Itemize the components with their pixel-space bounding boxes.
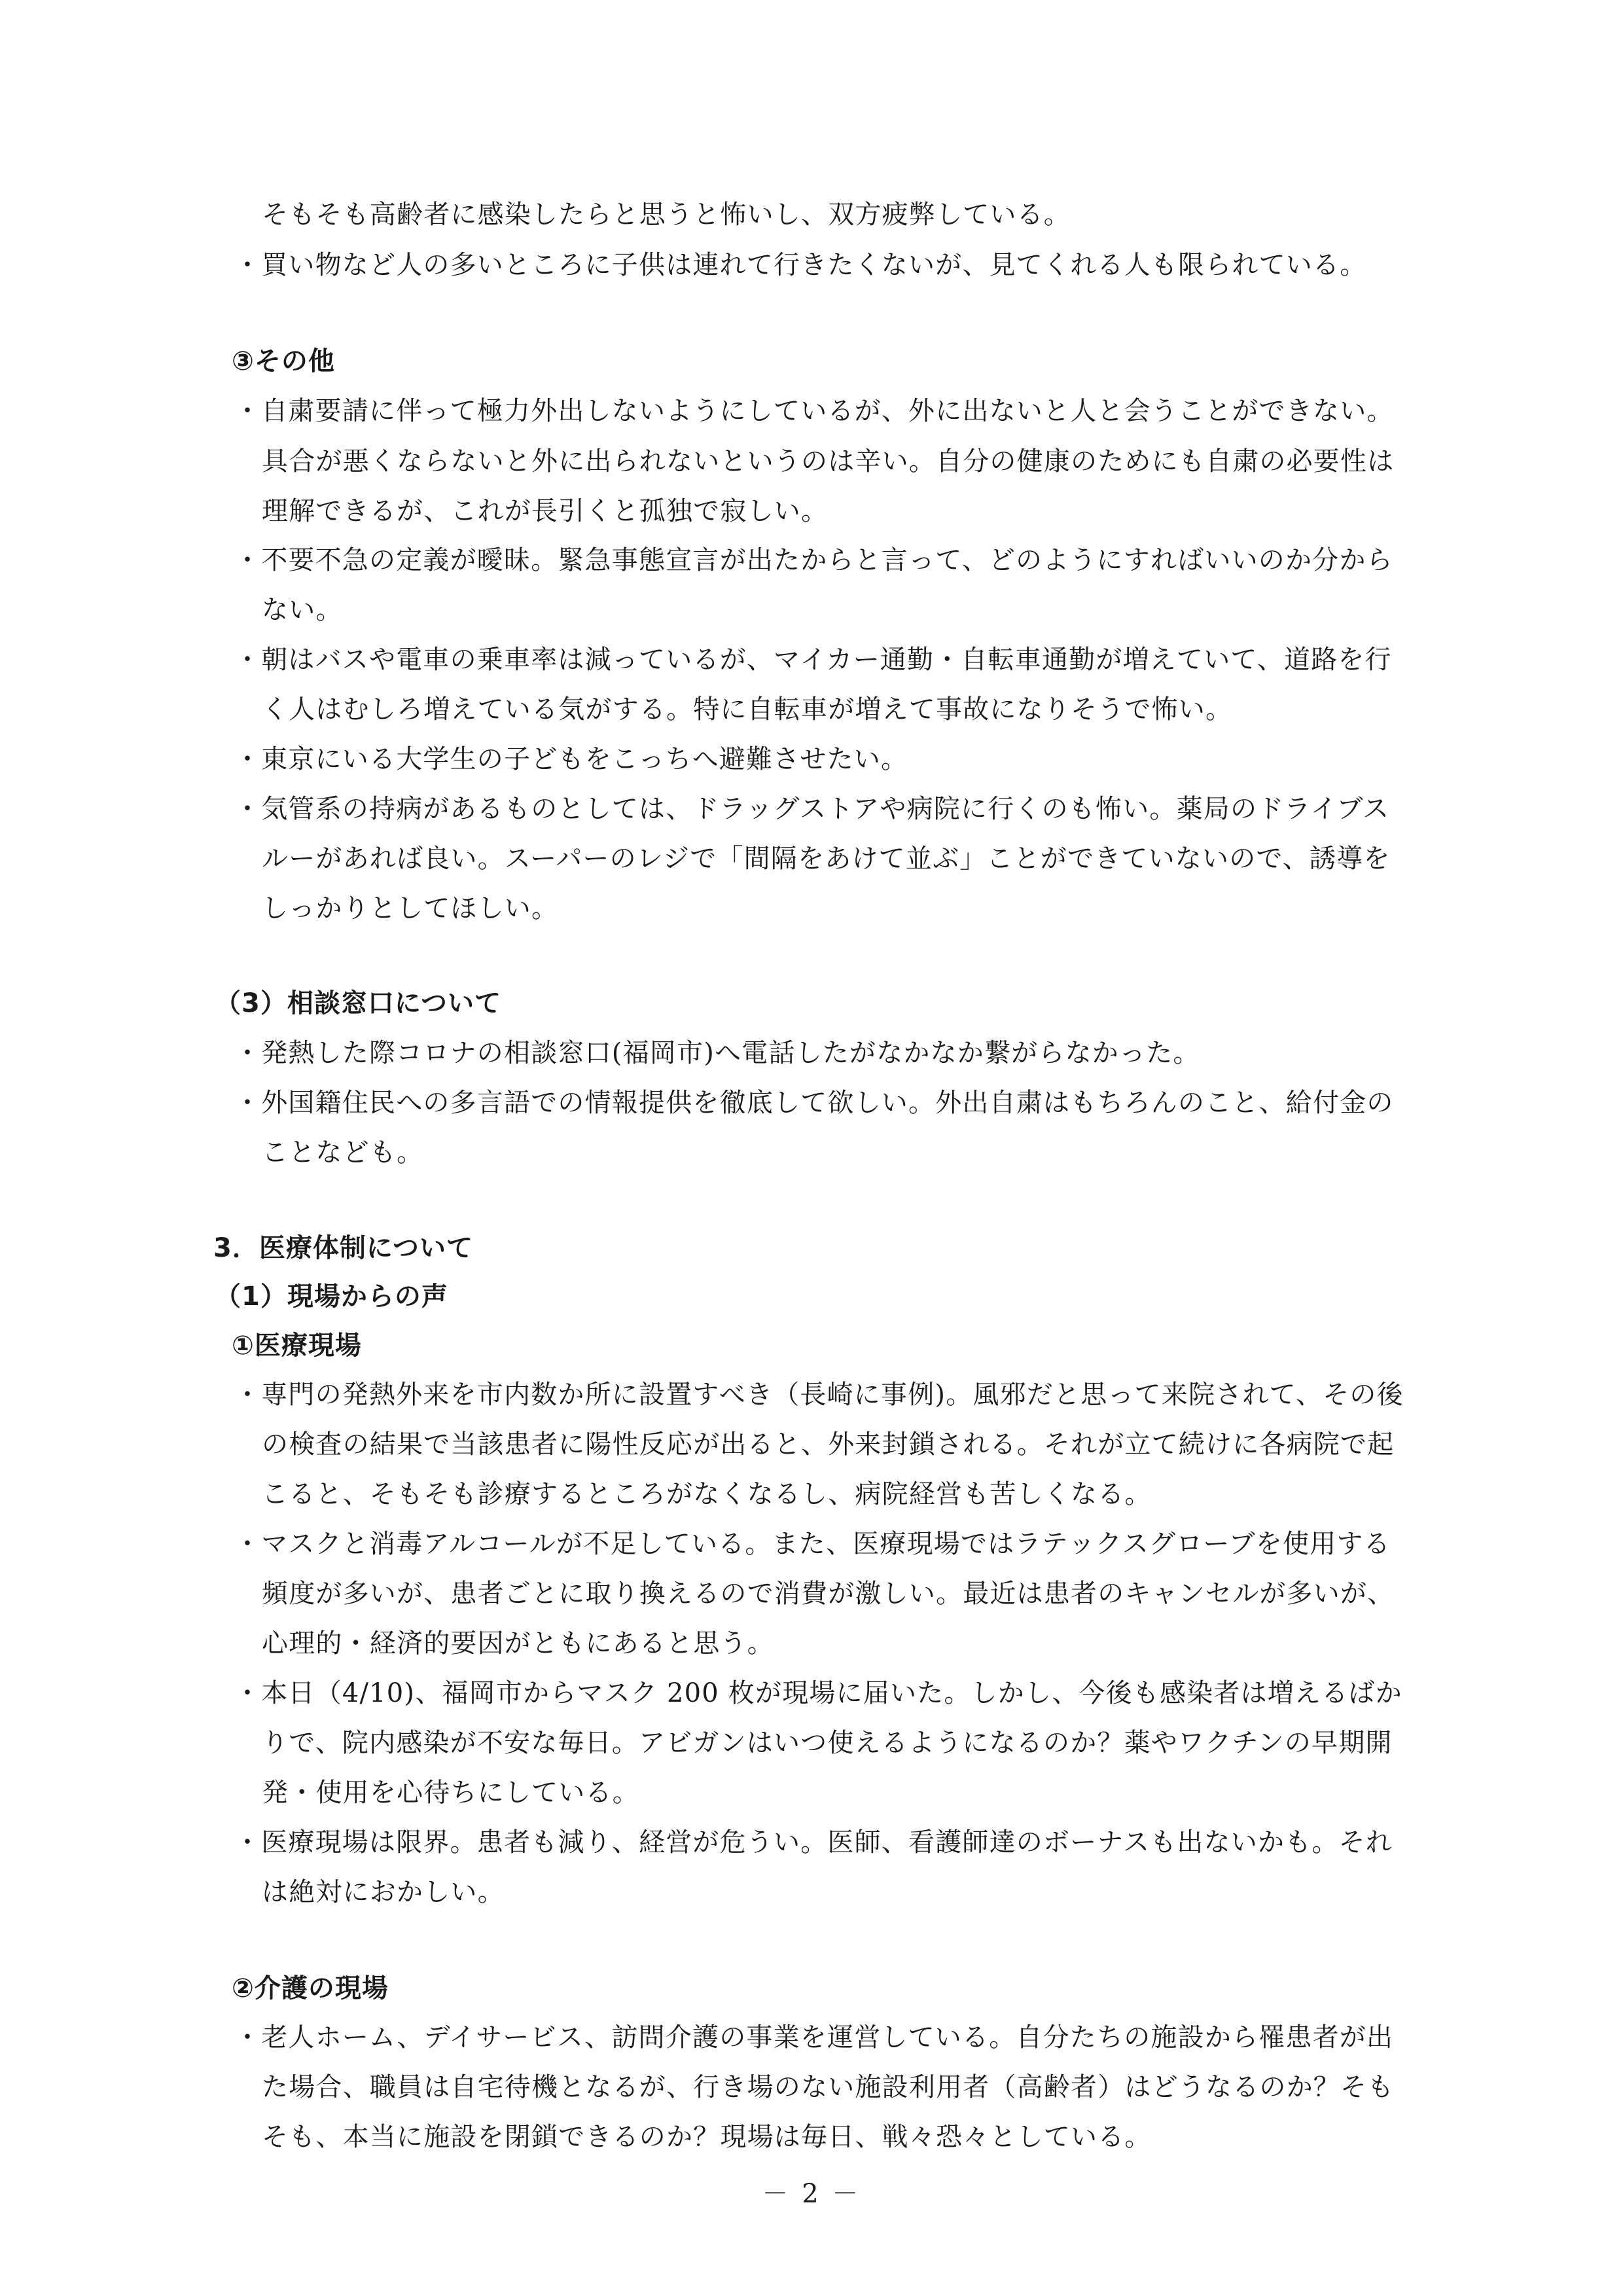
bullet-item: ・気管系の持病があるものとしては、ドラッグストアや病院に行くのも怖い。薬局のドライブス (234, 794, 1390, 824)
text-line: こると、そもそも診療するところがなくなるし、病院経営も苦しくなる。 (262, 1479, 1152, 1509)
text-line: 頻度が多いが、患者ごとに取り換えるので消費が激しい。最近は患者のキャンセルが多いが、 (262, 1579, 1395, 1609)
text-line: は絶対におかしい。 (262, 1877, 505, 1907)
text-line: く人はむしろ増えている気がする。特に自転車が増えて事故になりそうで怖い。 (262, 694, 1233, 725)
text-line: 発・使用を心待ちにしている。 (262, 1778, 639, 1808)
text-line: 理解できるが、これが長引くと孤独で寂しい。 (262, 496, 829, 526)
page-number: － 2 － (762, 2179, 861, 2209)
bullet-item: ・本日（4/10)、福岡市からマスク 200 枚が現場に届いた。しかし、今後も感染者は増えるばか (234, 1678, 1402, 1708)
bullet-item: ・不要不急の定義が曖昧。緊急事態宣言が出たからと言って、どのようにすればいいのか分から (234, 545, 1393, 575)
text-line: 心理的・経済的要因がともにあると思う。 (262, 1628, 774, 1659)
subsection-heading-medical-site: ①医療現場 (232, 1331, 362, 1361)
bullet-item: ・買い物など人の多いところに子供は連れて行きたくないが、見てくれる人も限られている。 (234, 250, 1367, 280)
bullet-item: ・老人ホーム、デイサービス、訪問介護の事業を運営している。自分たちの施設から罹患者が出 (234, 2022, 1394, 2053)
text-line: ない。 (262, 595, 343, 625)
bullet-item: ・発熱した際コロナの相談窓口(福岡市)へ電話したがなかなか繋がらなかった。 (234, 1038, 1200, 1068)
text-line: ことなども。 (262, 1138, 424, 1168)
bullet-item: ・朝はバスや電車の乗車率は減っているが、マイカー通勤・自転車通勤が増えていて、道路を行 (234, 645, 1392, 675)
bullet-item: ・自粛要請に伴って極力外出しないようにしているが、外に出ないと人と会うことができない。 (234, 396, 1394, 426)
text-line: りで、院内感染が不安な毎日。アビガンはいつ使えるようになるのか？薬やワクチンの早期開 (262, 1728, 1393, 1758)
bullet-item: ・専門の発熱外来を市内数か所に設置すべき（長崎に事例)。風邪だと思って来院されて、その後 (234, 1380, 1404, 1410)
bullet-item: ・マスクと消毒アルコールが不足している。また、医療現場ではラテックスグローブを使用する (234, 1529, 1391, 1559)
text-line: の検査の結果で当該患者に陽性反応が出ると、外来封鎖される。それが立て続けに各病院で起 (262, 1429, 1395, 1460)
chapter-heading-medical: 3．医療体制について (213, 1233, 474, 1263)
text-line: そも、本当に施設を閉鎖できるのか？現場は毎日、戦々恐々としている。 (262, 2122, 1152, 2152)
text-line: た場合、職員は自宅待機となるが、行き場のない施設利用者（高齢者）はどうなるのか？そも (262, 2072, 1395, 2102)
text-line: 具合が悪くならないと外に出られないというのは辛い。自分の健康のためにも自粛の必要性は (262, 446, 1395, 476)
bullet-item: ・外国籍住民への多言語での情報提供を徹底して欲しい。外出自粛はもちろんのこと、給付金の (234, 1088, 1394, 1118)
bullet-item: ・医療現場は限界。患者も減り、経営が危うい。医師、看護師達のボーナスも出ないかも。それ (234, 1827, 1393, 1857)
subsection-heading-care: ②介護の現場 (232, 1973, 389, 2003)
text-line: ルーがあれば良い。スーパーのレジで「間隔をあけて並ぶ」ことができていないので、誘導を (262, 844, 1391, 874)
subsection-heading-other: ③その他 (232, 346, 335, 376)
text-line: しっかりとしてほしい。 (262, 893, 559, 924)
section-heading-voices: （1）現場からの声 (215, 1282, 448, 1312)
section-heading-consultation: （3）相談窓口について (215, 988, 502, 1018)
text-line: そもそも高齢者に感染したらと思うと怖いし、双方疲弊している。 (262, 200, 1071, 230)
bullet-item: ・東京にいる大学生の子どもをこっちへ避難させたい。 (234, 744, 908, 774)
